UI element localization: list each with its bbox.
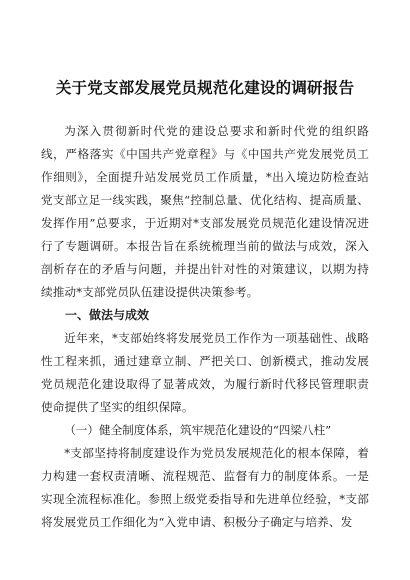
subsection-paragraph-system: *支部坚持将制度建设作为党员发展规范化的根本保障，着力构建一套权责清晰、流程规范、监督有力的制度体系。一是实现全流程标准化。参照上级党委指导和先进单位经验，*支部将发展党员工作细化为“入党申请、积极分子确定与培养、发 (41, 446, 369, 529)
intro-paragraph: 为深入贯彻新时代党的建设总要求和新时代党的组织路线，严格落实《中国共产党章程》与《中国共产党发展党员工作细则》，全面提升站发展党员工作质量，*出入境边防检查站党支部立足一线实践，聚焦“控制总量、优化结构、提高质量、发挥作用”总要求，于近期对*支部发展党员规范化建设情况进行了专题调研。本报告旨在系统梳理当前的做法与成效，深入剖析存在的矛盾与问题，并提出针对性的对策建议，以期为持续推动*支部党员队伍建设提供决策参考。 (41, 124, 369, 299)
subsection-heading-system: （一）健全制度体系，筑牢规范化建设的“四梁八柱” (64, 423, 332, 437)
section-heading-practices: 一、做法与成效 (65, 308, 150, 322)
document-title: 关于党支部发展党员规范化建设的调研报告 (55, 79, 355, 97)
section-paragraph-practices: 近年来，*支部始终将发展党员工作作为一项基础性、战略性工程来抓，通过建章立制、严把关口、创新模式，推动发展党员规范化建设取得了显著成效，为履行新时代移民管理职责使命提供了坚实的组织保障。 (41, 331, 369, 414)
